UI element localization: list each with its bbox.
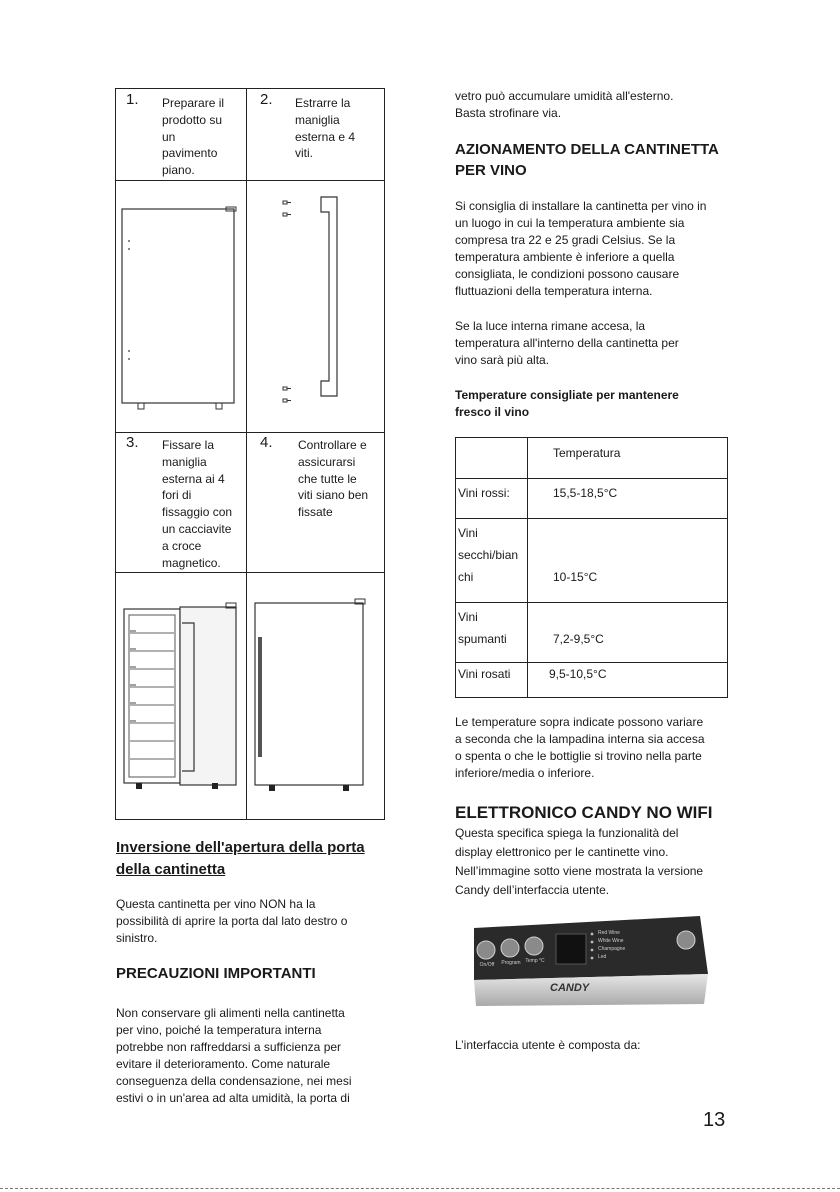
installation-steps-table [115, 88, 385, 820]
panel-menu: Red Wine White Wine Champagne Led [598, 930, 626, 960]
temperature-table [455, 437, 728, 698]
precautions-heading: PRECAUZIONI IMPORTANTI [116, 965, 316, 982]
table-divider [456, 602, 727, 603]
after-table-text: Le temperature sopra indicate possono variare a seconda che la lampadina interna sia accesa o spenta o che le bottiglie si trovino nella parte inferiore/media o inferiore. [455, 715, 705, 780]
table-divider [456, 518, 727, 519]
operation-heading: AZIONAMENTO DELLA CANTINETTA PER VINO [455, 141, 719, 179]
table-row-value: 7,2-9,5°C [553, 632, 604, 646]
page-bottom-line [0, 1188, 840, 1189]
step-text: Estrarre la maniglia esterna e 4 viti. [295, 96, 356, 161]
table-divider [527, 438, 528, 697]
step-text: Controllare e assicurarsi che tutte le viti siano ben fissate [298, 438, 369, 520]
open-fridge-illustration [116, 573, 246, 818]
table-row-value: 10-15°C [553, 570, 598, 584]
table-row-value: 9,5-10,5°C [549, 667, 607, 681]
table-divider [456, 478, 727, 479]
interface-text: L’interfaccia utente è composta da: [455, 1038, 641, 1052]
program-label: Program [501, 960, 521, 966]
door-reversal-text: Questa cantinetta per vino NON ha la possibilità di aprire la porta dal lato destro o sinistro. [116, 897, 348, 945]
handle-illustration [247, 181, 383, 431]
precautions-text: Non conservare gli alimenti nella cantinetta per vino, poiché la temperatura interna potrebbe non raffreddarsi a sufficienza per evitare il deterioramento. Come naturale conseguenza della condensazione, nei mesi estivi o in un'area ad alta umidità, la porta di [116, 1006, 352, 1105]
light-text: Se la luce interna rimane accesa, la temperatura all'interno della cantinetta per vino sarà più alta. [455, 319, 679, 367]
step-number: 1. [126, 91, 139, 108]
fridge-front-illustration [116, 181, 246, 431]
table-row-value: 15,5-18,5°C [553, 486, 618, 500]
step-text: Preparare il prodotto su un pavimento piano. [162, 96, 225, 178]
page-number: 13 [703, 1109, 726, 1131]
on-off-label: On/Off [479, 962, 495, 968]
step-number: 4. [260, 434, 273, 451]
table-row-label: Vini secchi/bian chi [458, 526, 519, 584]
temp-label: Temp °C [525, 958, 545, 964]
table-divider [116, 432, 384, 433]
closed-fridge-illustration [247, 573, 383, 818]
table-row-label: Vini rossi: [458, 486, 510, 500]
candy-logo: CANDY [550, 982, 590, 994]
operation-text: Si consiglia di installare la cantinetta per vino in un luogo in cui la temperatura ambiente sia compresa tra 22 e 25 gradi Celsius. Se la temperatura ambiente è inferiore a quella consigliata, le condizioni possono causare fluttuazioni della temperatura interna. [455, 199, 707, 298]
electronic-text: Questa specifica spiega la funzionalità del display elettronico per le cantinette vino. Nell’immagine sotto viene mostrata la versione Candy dell’interfaccia utente. [455, 826, 704, 897]
step-number: 2. [260, 91, 273, 108]
table-row-label: Vini spumanti [458, 610, 507, 646]
continued-text: vetro può accumulare umidità all'esterno. Basta strofinare via. [455, 89, 674, 120]
table-header: Temperatura [553, 446, 621, 460]
electronic-heading: ELETTRONICO CANDY NO WIFI [455, 803, 713, 822]
step-text: Fissare la maniglia esterna ai 4 fori di fissaggio con un cacciavite a croce magnetico. [162, 438, 233, 570]
control-panel-image [468, 912, 712, 1010]
step-number: 3. [126, 434, 139, 451]
door-reversal-heading: Inversione dell'apertura della porta della cantinetta [116, 839, 365, 878]
table-row-label: Vini rosati [458, 667, 511, 681]
recommended-temperatures-heading: Temperature consigliate per mantenere fresco il vino [455, 388, 679, 419]
